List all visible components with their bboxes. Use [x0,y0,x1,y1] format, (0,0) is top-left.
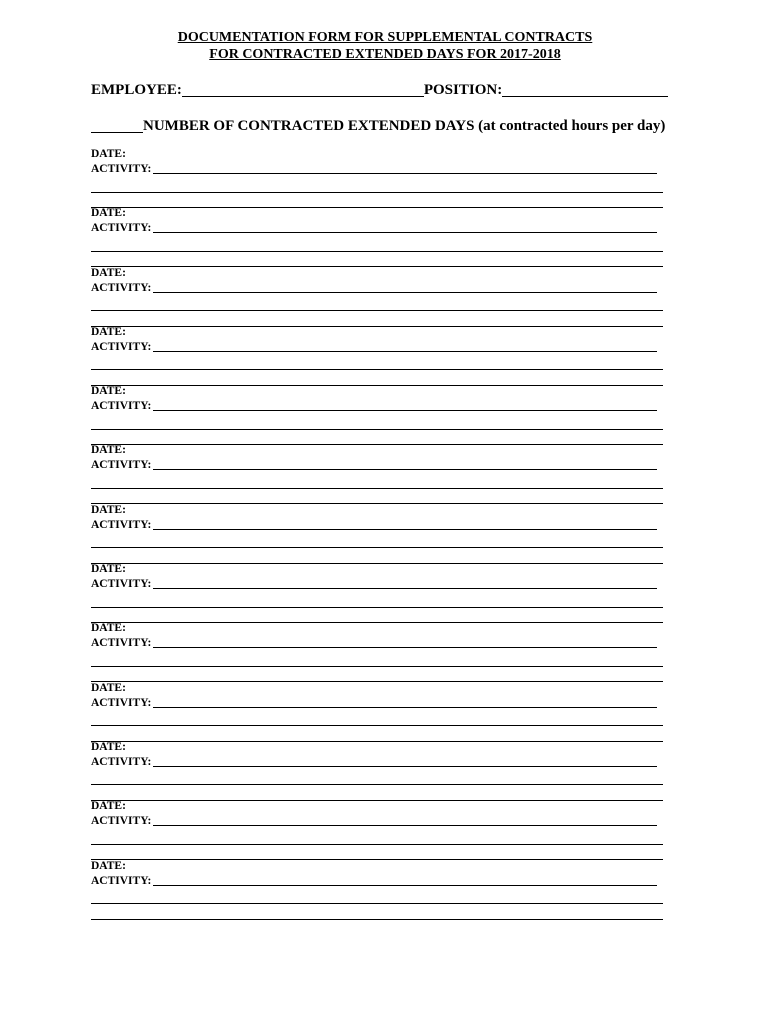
activity-continuation-line[interactable] [91,177,663,193]
employee-position-row [91,82,668,99]
activity-row [91,162,666,177]
activity-field[interactable] [153,231,657,233]
activity-row [91,281,666,296]
activity-entry [91,206,666,265]
activity-field[interactable] [153,884,657,886]
activity-label: ACTIVITY: [91,163,152,175]
employee-field[interactable] [182,95,424,97]
activity-field[interactable] [153,172,657,174]
activity-label: ACTIVITY: [91,578,152,591]
date-label: DATE: [91,622,126,635]
activity-label: ACTIVITY: [91,815,152,828]
date-label: DATE: [91,681,126,694]
activity-row [91,696,666,711]
activity-entry [91,503,666,562]
date-label: DATE: [91,207,126,220]
date-label: DATE: [91,385,126,398]
position-label: POSITION: [423,82,503,98]
activity-entry [91,740,666,799]
activity-label: ACTIVITY: [91,459,152,472]
activity-entry [91,562,666,621]
activity-continuation-line[interactable] [91,355,663,371]
date-label: DATE: [91,800,126,813]
date-label: DATE: [91,266,126,279]
activity-field[interactable] [153,409,657,411]
activity-entry [91,443,666,502]
activity-continuation-line[interactable] [91,473,663,489]
employee-label: EMPLOYEE: [91,82,182,98]
activity-row [91,814,666,829]
activity-row [91,518,666,533]
activity-row [91,399,666,414]
activity-continuation-line[interactable] [91,651,663,667]
activity-continuation-line[interactable] [91,711,663,727]
activity-field[interactable] [153,646,657,648]
form-title [0,29,770,63]
activity-field[interactable] [153,587,657,589]
activity-row [91,636,666,651]
activity-label: ACTIVITY: [91,874,152,887]
extended-days-field[interactable] [91,131,143,133]
activity-continuation-line[interactable] [91,296,663,312]
extended-days-label: NUMBER OF CONTRACTED EXTENDED DAYS (at contracted hours per day) [143,118,666,134]
activity-row [91,221,666,236]
activity-entry [91,799,666,858]
activity-continuation-line[interactable] [91,889,663,905]
activity-label: ACTIVITY: [91,696,152,709]
activity-field[interactable] [153,468,657,470]
date-label: DATE: [91,148,126,160]
activity-label: ACTIVITY: [91,400,152,413]
activity-continuation-line[interactable] [91,592,663,608]
activity-row [91,340,666,355]
date-label: DATE: [91,859,126,872]
activity-label: ACTIVITY: [91,518,152,531]
date-label: DATE: [91,563,126,576]
date-label: DATE: [91,325,126,338]
activity-row [91,458,666,473]
activity-field[interactable] [153,528,657,530]
activity-entry [91,859,666,918]
activity-continuation-line[interactable] [91,770,663,786]
activity-entries [91,147,666,918]
activity-continuation-line[interactable] [91,533,663,549]
activity-continuation-line[interactable] [91,904,663,920]
activity-continuation-line[interactable] [91,829,663,845]
activity-label: ACTIVITY: [91,340,152,353]
date-label: DATE: [91,444,126,457]
activity-continuation-line[interactable] [91,414,663,430]
activity-row [91,755,666,770]
activity-field[interactable] [153,824,657,826]
activity-field[interactable] [153,291,657,293]
activity-row [91,577,666,592]
position-field[interactable] [502,95,668,97]
activity-entry [91,325,666,384]
activity-entry [91,147,666,206]
date-label: DATE: [91,740,126,753]
activity-row [91,874,666,889]
form-title-line-2: FOR CONTRACTED EXTENDED DAYS FOR 2017-2018 [209,47,561,62]
activity-field[interactable] [153,765,657,767]
date-label: DATE: [91,503,126,516]
activity-entry [91,681,666,740]
activity-entry [91,621,666,680]
activity-label: ACTIVITY: [91,637,152,650]
activity-field[interactable] [153,706,657,708]
activity-field[interactable] [153,350,657,352]
activity-label: ACTIVITY: [91,281,152,294]
form-title-line-1: DOCUMENTATION FORM FOR SUPPLEMENTAL CONTRACTS [177,30,593,45]
extended-days-row [91,118,665,135]
activity-label: ACTIVITY: [91,755,152,768]
activity-label: ACTIVITY: [91,222,152,235]
activity-entry [91,384,666,443]
activity-continuation-line[interactable] [91,236,663,252]
activity-entry [91,266,666,325]
